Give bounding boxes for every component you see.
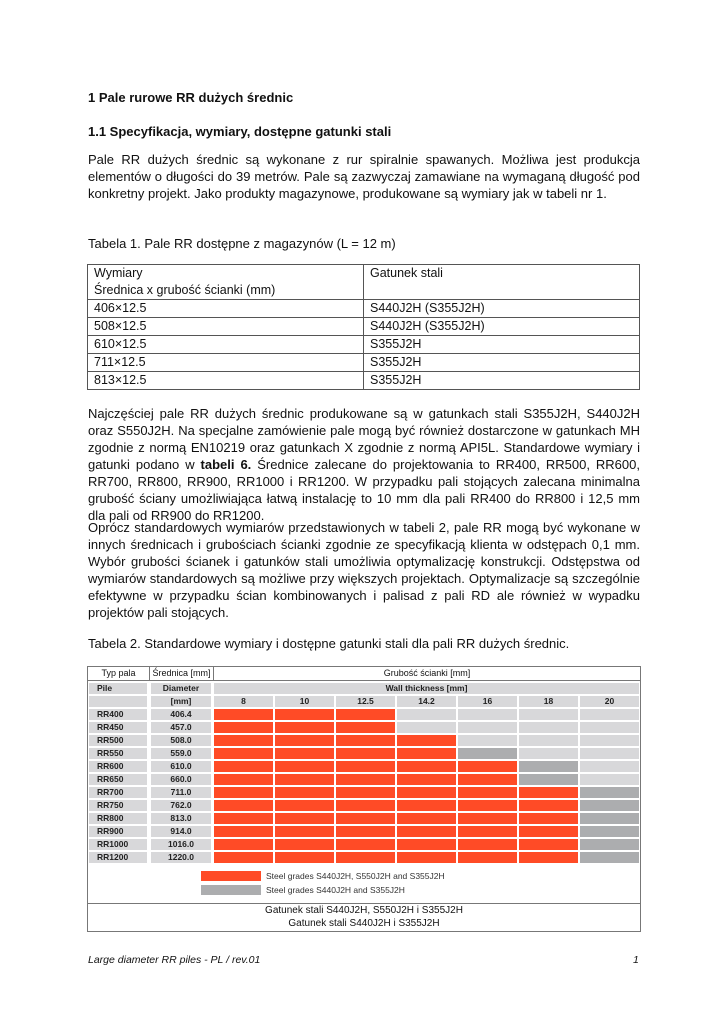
grade-availability-cell — [214, 748, 273, 759]
grade-availability-cell — [336, 787, 395, 798]
grade-availability-cell — [580, 748, 639, 759]
en-header-diameter-unit: [mm] — [151, 696, 211, 707]
pl-header-pile: Typ pala — [88, 667, 150, 680]
thickness-col-header: 16 — [458, 696, 517, 707]
diameter-cell: 1220.0 — [151, 852, 211, 863]
dim-cell: 610×12.5 — [88, 336, 364, 354]
grade-availability-cell — [397, 722, 456, 733]
grade-availability-cell — [519, 761, 578, 772]
pile-type-cell: RR600 — [89, 761, 147, 772]
table1-header-row — [88, 265, 640, 300]
thickness-col-header: 8 — [214, 696, 273, 707]
legend-label-red: Steel grades S440J2H, S550J2H and S355J2H — [266, 871, 445, 881]
grade-availability-cell — [519, 774, 578, 785]
grade-availability-cell — [580, 722, 639, 733]
grade-availability-cell — [458, 735, 517, 746]
table2-polish-header — [88, 667, 640, 681]
grade-availability-cell — [214, 800, 273, 811]
dim-cell: 406×12.5 — [88, 300, 364, 318]
grade-availability-cell — [336, 813, 395, 824]
grade-availability-cell — [275, 852, 334, 863]
grade-availability-cell — [275, 735, 334, 746]
pile-type-cell: RR500 — [89, 735, 147, 746]
grade-availability-cell — [458, 709, 517, 720]
pile-type-cell: RR700 — [89, 787, 147, 798]
diameter-cell: 762.0 — [151, 800, 211, 811]
table-row — [88, 300, 640, 318]
grade-availability-cell — [397, 748, 456, 759]
grade-cell: S440J2H (S355J2H) — [364, 318, 640, 336]
grade-availability-cell — [580, 709, 639, 720]
grade-availability-cell — [336, 826, 395, 837]
grade-availability-cell — [275, 709, 334, 720]
grade-availability-cell — [275, 761, 334, 772]
pl-legend-gray: Gatunek stali S440J2H i S355J2H — [288, 918, 440, 929]
grade-availability-cell — [336, 748, 395, 759]
grade-availability-cell — [458, 839, 517, 850]
grade-availability-cell — [336, 709, 395, 720]
grade-availability-cell — [397, 800, 456, 811]
subsection-heading: 1.1 Specyfikacja, wymiary, dostępne gatunki stali — [88, 124, 392, 139]
grade-availability-cell — [519, 826, 578, 837]
grade-availability-cell — [275, 800, 334, 811]
pile-type-cell: RR650 — [89, 774, 147, 785]
dim-cell: 813×12.5 — [88, 372, 364, 390]
diameter-cell: 457.0 — [151, 722, 211, 733]
diameter-cell: 508.0 — [151, 735, 211, 746]
table1-header-dimensions — [88, 265, 364, 300]
grade-availability-cell — [458, 774, 517, 785]
section-heading: 1 Pale rurowe RR dużych średnic — [88, 90, 294, 105]
custom-dimensions-paragraph — [88, 519, 640, 621]
grade-availability-cell — [580, 826, 639, 837]
thickness-grade-grid — [88, 683, 640, 873]
table-row — [88, 318, 640, 336]
table-row — [88, 336, 640, 354]
pile-type-cell: RR450 — [89, 722, 147, 733]
table-row — [88, 372, 640, 390]
grade-availability-cell — [458, 826, 517, 837]
thickness-col-header: 20 — [580, 696, 639, 707]
grade-availability-cell — [519, 813, 578, 824]
grade-availability-cell — [275, 774, 334, 785]
grade-availability-cell — [519, 800, 578, 811]
thickness-col-header: 18 — [519, 696, 578, 707]
grade-cell: S355J2H — [364, 354, 640, 372]
en-header-blank — [89, 696, 147, 707]
legend-swatch-red — [201, 871, 261, 881]
grade-availability-cell — [580, 839, 639, 850]
table2 — [87, 666, 641, 932]
thickness-col-header: 10 — [275, 696, 334, 707]
grade-availability-cell — [397, 839, 456, 850]
grade-availability-cell — [336, 761, 395, 772]
grades-paragraph — [88, 405, 640, 524]
grade-availability-cell — [397, 852, 456, 863]
grade-availability-cell — [580, 761, 639, 772]
grade-availability-cell — [214, 735, 273, 746]
grade-availability-cell — [397, 709, 456, 720]
grade-availability-cell — [275, 787, 334, 798]
grade-availability-cell — [458, 722, 517, 733]
pile-type-cell: RR400 — [89, 709, 147, 720]
grade-availability-cell — [519, 722, 578, 733]
grade-availability-cell — [214, 722, 273, 733]
grade-availability-cell — [458, 748, 517, 759]
grade-availability-cell — [580, 735, 639, 746]
grade-availability-cell — [580, 813, 639, 824]
grade-cell: S355J2H — [364, 372, 640, 390]
grades-text-a: Najczęściej pale RR dużych średnic produkowane są w gatunkach stali S355J2H, S440J2H oraz S550J2H. Na specjalne zamówienie pale mogą być również dostarczone w gatunkach MH zgodnie z normą EN10219 oraz gatunkach X zgodnie z normą API5L. Standardowe wymiary i gatunki podano w — [88, 406, 640, 472]
table2-caption: Tabela 2. Standardowe wymiary i dostępne gatunki stali dla pali RR dużych średnic. — [88, 636, 570, 651]
grade-availability-cell — [214, 709, 273, 720]
dim-cell: 711×12.5 — [88, 354, 364, 372]
grade-availability-cell — [397, 774, 456, 785]
grade-availability-cell — [580, 774, 639, 785]
diameter-cell: 813.0 — [151, 813, 211, 824]
legend-label-gray: Steel grades S440J2H and S355J2H — [266, 885, 405, 895]
grade-availability-cell — [458, 761, 517, 772]
grade-availability-cell — [214, 826, 273, 837]
grade-availability-cell — [214, 774, 273, 785]
pl-header-diameter: Średnica [mm] — [150, 667, 214, 680]
grade-availability-cell — [458, 813, 517, 824]
footer-title: Large diameter RR piles - PL / rev.01 — [88, 954, 261, 966]
en-header-pile: Pile — [89, 683, 147, 694]
grade-availability-cell — [336, 774, 395, 785]
grade-availability-cell — [336, 722, 395, 733]
diameter-cell: 559.0 — [151, 748, 211, 759]
table-reference: tabeli 6. — [200, 457, 252, 472]
dim-cell: 508×12.5 — [88, 318, 364, 336]
grade-cell: S440J2H (S355J2H) — [364, 300, 640, 318]
intro-text: Pale RR dużych średnic są wykonane z rur spiralnie spawanych. Możliwa jest produkcja elementów o długości do 39 metrów. Pale są zazwyczaj zamawiane na wymaganą długość pod konkretny projekt. Jako produkty magazynowe, produkowane są wymiary jak w tabeli nr 1. — [88, 152, 640, 201]
grade-availability-cell — [275, 839, 334, 850]
grade-availability-cell — [580, 852, 639, 863]
grade-availability-cell — [397, 813, 456, 824]
grade-availability-cell — [580, 800, 639, 811]
pile-type-cell: RR1000 — [89, 839, 147, 850]
grade-availability-cell — [519, 852, 578, 863]
diameter-cell: 406.4 — [151, 709, 211, 720]
grade-availability-cell — [336, 839, 395, 850]
en-header-thickness: Wall thickness [mm] — [214, 683, 639, 694]
diameter-cell: 660.0 — [151, 774, 211, 785]
grade-availability-cell — [214, 761, 273, 772]
grade-availability-cell — [336, 852, 395, 863]
grade-availability-cell — [458, 852, 517, 863]
grade-availability-cell — [214, 813, 273, 824]
pile-type-cell: RR750 — [89, 800, 147, 811]
pl-header-thickness: Grubość ścianki [mm] — [383, 668, 471, 678]
pile-type-cell: RR1200 — [89, 852, 147, 863]
grade-availability-cell — [397, 761, 456, 772]
pl-legend-red: Gatunek stali S440J2H, S550J2H i S355J2H — [265, 905, 463, 916]
custom-text: Oprócz standardowych wymiarów przedstawionych w tabeli 2, pale RR mogą być wykonane w innych średnicach i grubościach ścianki zgodnie ze specyfikacją klienta w odstępach 0,1 mm. Wybór grubości ścianek i gatunków stali umożliwia optymalizację konstrukcji. Odstępstwa od wymiarów standardowych są możliwe przy większych projektach. Optymalizacje są szczególnie efektywne w przypadku ścian kombinowanych i palisad z pali RD ale również w wypadku projektów pali stojących. — [88, 520, 640, 620]
diameter-cell: 1016.0 — [151, 839, 211, 850]
grade-availability-cell — [336, 735, 395, 746]
grade-availability-cell — [519, 735, 578, 746]
table2-polish-legend — [88, 903, 640, 930]
grade-availability-cell — [519, 787, 578, 798]
pile-type-cell: RR550 — [89, 748, 147, 759]
grade-availability-cell — [397, 787, 456, 798]
grade-availability-cell — [397, 826, 456, 837]
grade-availability-cell — [519, 839, 578, 850]
grade-availability-cell — [275, 826, 334, 837]
pile-type-cell: RR900 — [89, 826, 147, 837]
header-dimensions-label: Wymiary — [94, 266, 143, 280]
table1 — [87, 264, 640, 390]
diameter-cell: 914.0 — [151, 826, 211, 837]
table1-header-grade: Gatunek stali — [364, 265, 640, 300]
diameter-cell: 711.0 — [151, 787, 211, 798]
grade-availability-cell — [214, 787, 273, 798]
table-row — [88, 354, 640, 372]
grade-availability-cell — [458, 800, 517, 811]
grade-availability-cell — [214, 852, 273, 863]
grades-text-b: Średnice zalecane do projektowania to RR400, RR500, RR600, RR700, RR800, RR900, RR1000 i RR1200. W przypadku pali stojących zalecana minimalna grubość ściany umożliwiająca łatwą instalację to 10 mm dla pali RR400 do RR800 i 12,5 mm dla pali od RR900 do RR1200. — [88, 457, 640, 523]
table1-caption: Tabela 1. Pale RR dostępne z magazynów (L = 12 m) — [88, 236, 396, 251]
page-number: 1 — [633, 954, 639, 966]
grade-availability-cell — [214, 839, 273, 850]
grade-availability-cell — [458, 787, 517, 798]
header-dimensions-sublabel: Średnica x grubość ścianki (mm) — [94, 283, 276, 297]
grade-cell: S355J2H — [364, 336, 640, 354]
thickness-col-header: 12.5 — [336, 696, 395, 707]
grade-availability-cell — [519, 748, 578, 759]
thickness-col-header: 14.2 — [397, 696, 456, 707]
diameter-cell: 610.0 — [151, 761, 211, 772]
grade-availability-cell — [519, 709, 578, 720]
en-header-diameter: Diameter — [151, 683, 211, 694]
pile-type-cell: RR800 — [89, 813, 147, 824]
grade-availability-cell — [397, 735, 456, 746]
grade-availability-cell — [275, 722, 334, 733]
grade-availability-cell — [275, 813, 334, 824]
grade-availability-cell — [580, 787, 639, 798]
intro-paragraph — [88, 151, 640, 202]
grade-availability-cell — [336, 800, 395, 811]
legend-swatch-gray — [201, 885, 261, 895]
grade-availability-cell — [275, 748, 334, 759]
